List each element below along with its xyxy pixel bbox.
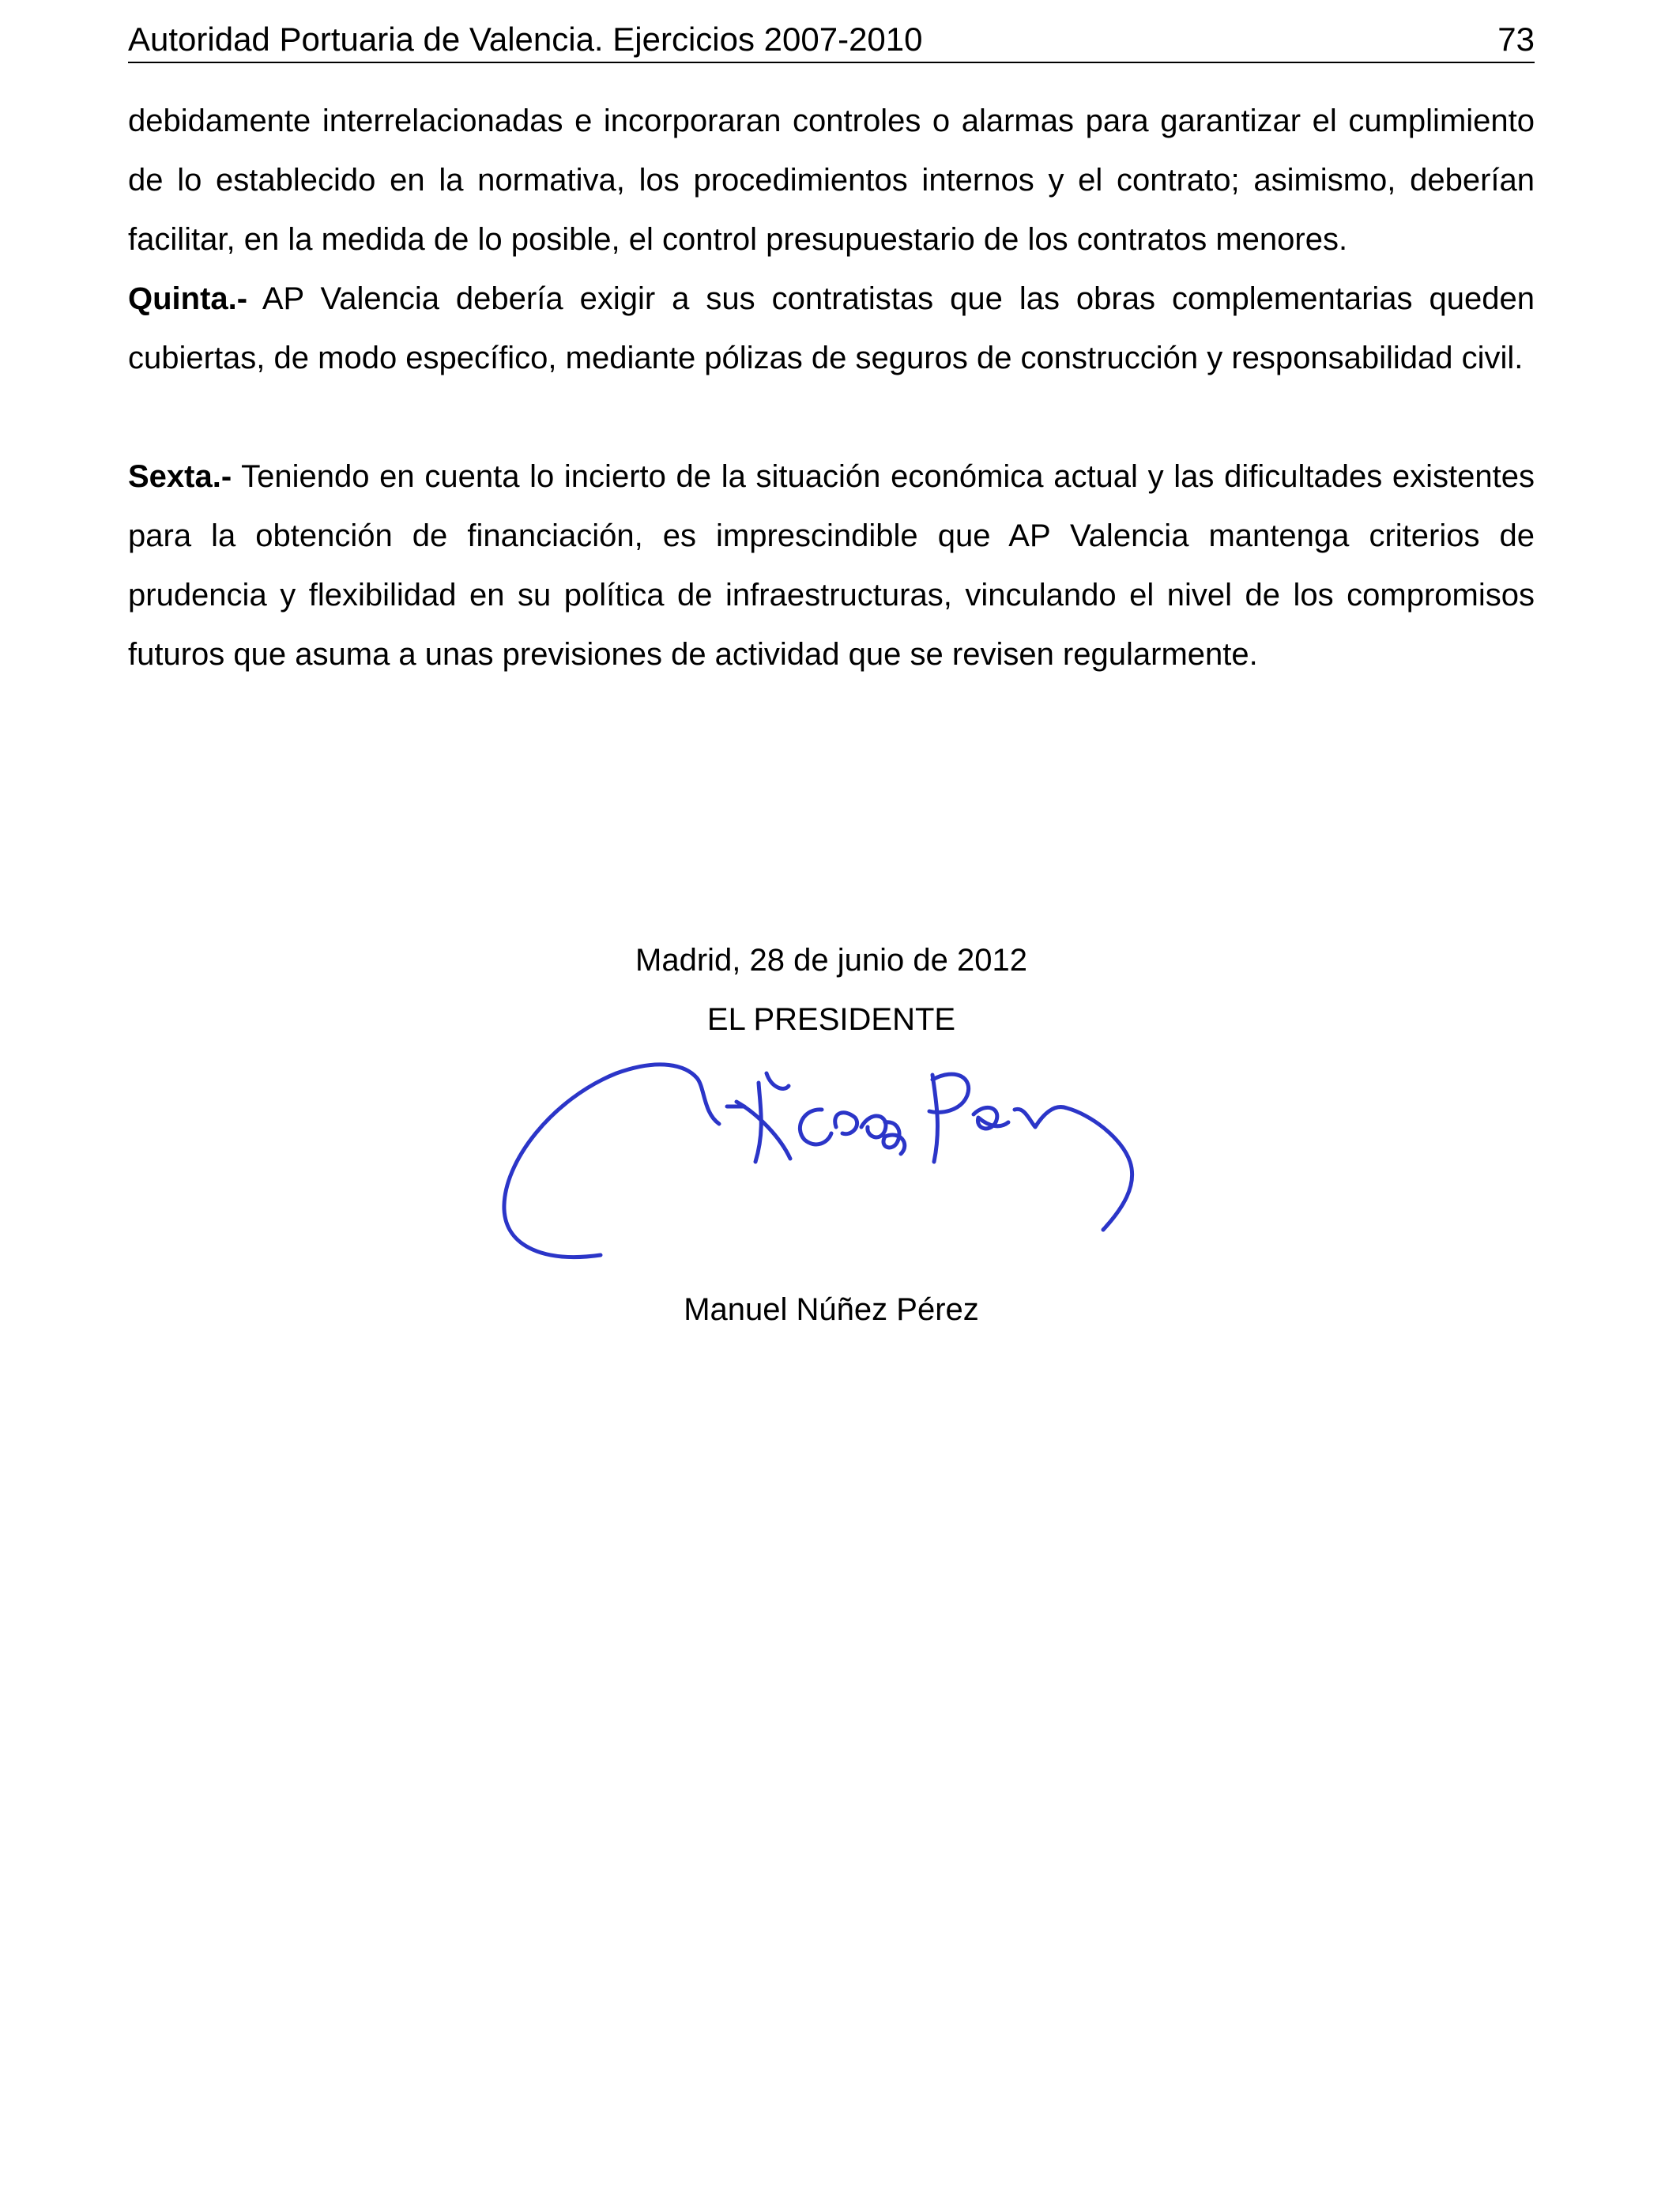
page-number: 73 [1497, 21, 1535, 58]
header-title: Autoridad Portuaria de Valencia. Ejercicios 2007-2010 [128, 21, 923, 58]
paragraph-quinta [128, 270, 1535, 388]
paragraph-quinta-text: AP Valencia debería exigir a sus contratistas que las obras complementarias queden cubiertas, de modo específico, mediante pólizas de seguros de construcción y responsabilidad civil. [128, 281, 1535, 375]
paragraph-quinta-label: Quinta.- [128, 281, 248, 316]
closing-place-date: Madrid, 28 de junio de 2012 [635, 943, 1027, 978]
paragraph-continuation: debidamente interrelacionadas e incorporaran controles o alarmas para garantizar el cumplimiento de lo establecido en la normativa, los procedimientos internos y el contrato; asimismo, deberían facilitar, en la medida de lo posible, el control presupuestario de los contratos menores. [128, 104, 1535, 257]
closing-role: EL PRESIDENTE [706, 1002, 956, 1037]
paragraph-sexta-text: Teniendo en cuenta lo incierto de la situación económica actual y las dificultades existentes para la obtención de financiación, es imprescindible que AP Valencia mantenga criterios de prudencia y flexibilidad en su política de infraestructuras, vinculando el nivel de los compromisos futuros que asuma a unas previsiones de actividad que se revisen regularmente. [128, 459, 1535, 672]
paragraph-sexta-label: Sexta.- [128, 459, 232, 494]
signatory-name: Manuel Núñez Pérez [684, 1292, 979, 1327]
document-body [128, 92, 1535, 684]
paragraph-sexta [128, 447, 1535, 684]
page-header [128, 17, 1535, 63]
handwritten-signature [490, 1051, 1170, 1280]
